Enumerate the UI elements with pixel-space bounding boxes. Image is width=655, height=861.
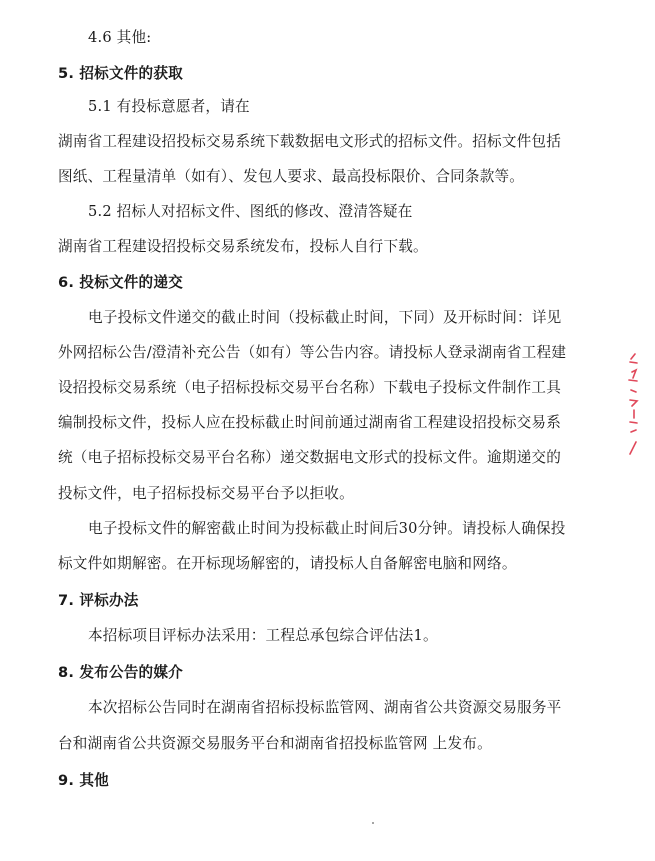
section-5-2-text: 5.2 招标人对招标文件、图纸的修改、澄清答疑在: [88, 203, 413, 220]
paragraph-line: 台和湖南省公共资源交易服务平台和湖南省招投标监管网 上发布。: [58, 735, 492, 752]
paragraph-line: 图纸、工程量清单（如有）、发包人要求、最高投标限价、合同条款等。: [58, 168, 525, 185]
section-9-heading: 9. 其他: [58, 772, 109, 789]
paragraph-line: 电子投标文件的解密截止时间为投标截止时间后30分钟。请投标人确保投: [88, 520, 566, 537]
section-6-heading: 6. 投标文件的递交: [58, 274, 183, 291]
paragraph-line: 编制投标文件，投标人应在投标截止时间前通过湖南省工程建设招投标交易系: [58, 414, 561, 431]
scan-speck: [372, 822, 374, 824]
paragraph-line: 外网招标公告/澄清补充公告（如有）等公告内容。请投标人登录湖南省工程建: [58, 344, 567, 361]
section-5-heading: 5. 招标文件的获取: [58, 65, 183, 82]
paragraph-line: 电子投标文件递交的截止时间（投标截止时间，下同）及开标时间：详见: [88, 309, 562, 326]
section-4-6-label: 4.6 其他:: [88, 29, 152, 46]
paragraph-line: 本次招标公告同时在湖南省招标投标监管网、湖南省公共资源交易服务平: [88, 699, 562, 716]
paragraph-line: 本招标项目评标办法采用：工程总承包综合评估法1。: [88, 627, 438, 644]
section-7-heading: 7. 评标办法: [58, 592, 139, 609]
section-8-heading: 8. 发布公告的媒介: [58, 664, 183, 681]
paragraph-line: 湖南省工程建设招投标交易系统发布，投标人自行下载。: [58, 238, 428, 255]
seal-stamp-icon: [626, 350, 640, 460]
paragraph-line: 标文件如期解密。在开标现场解密的，请投标人自备解密电脑和网络。: [58, 555, 517, 572]
section-5-1-text: 5.1 有投标意愿者，请在: [88, 98, 250, 115]
paragraph-line: 统（电子招标投标交易平台名称）递交数据电文形式的投标文件。逾期递交的: [58, 449, 561, 466]
paragraph-line: 投标文件，电子招标投标交易平台予以拒收。: [58, 485, 354, 502]
paragraph-line: 设招投标交易系统（电子招标投标交易平台名称）下载电子投标文件制作工具: [58, 379, 561, 396]
paragraph-line: 湖南省工程建设招投标交易系统下载数据电文形式的招标文件。招标文件包括: [58, 133, 561, 150]
